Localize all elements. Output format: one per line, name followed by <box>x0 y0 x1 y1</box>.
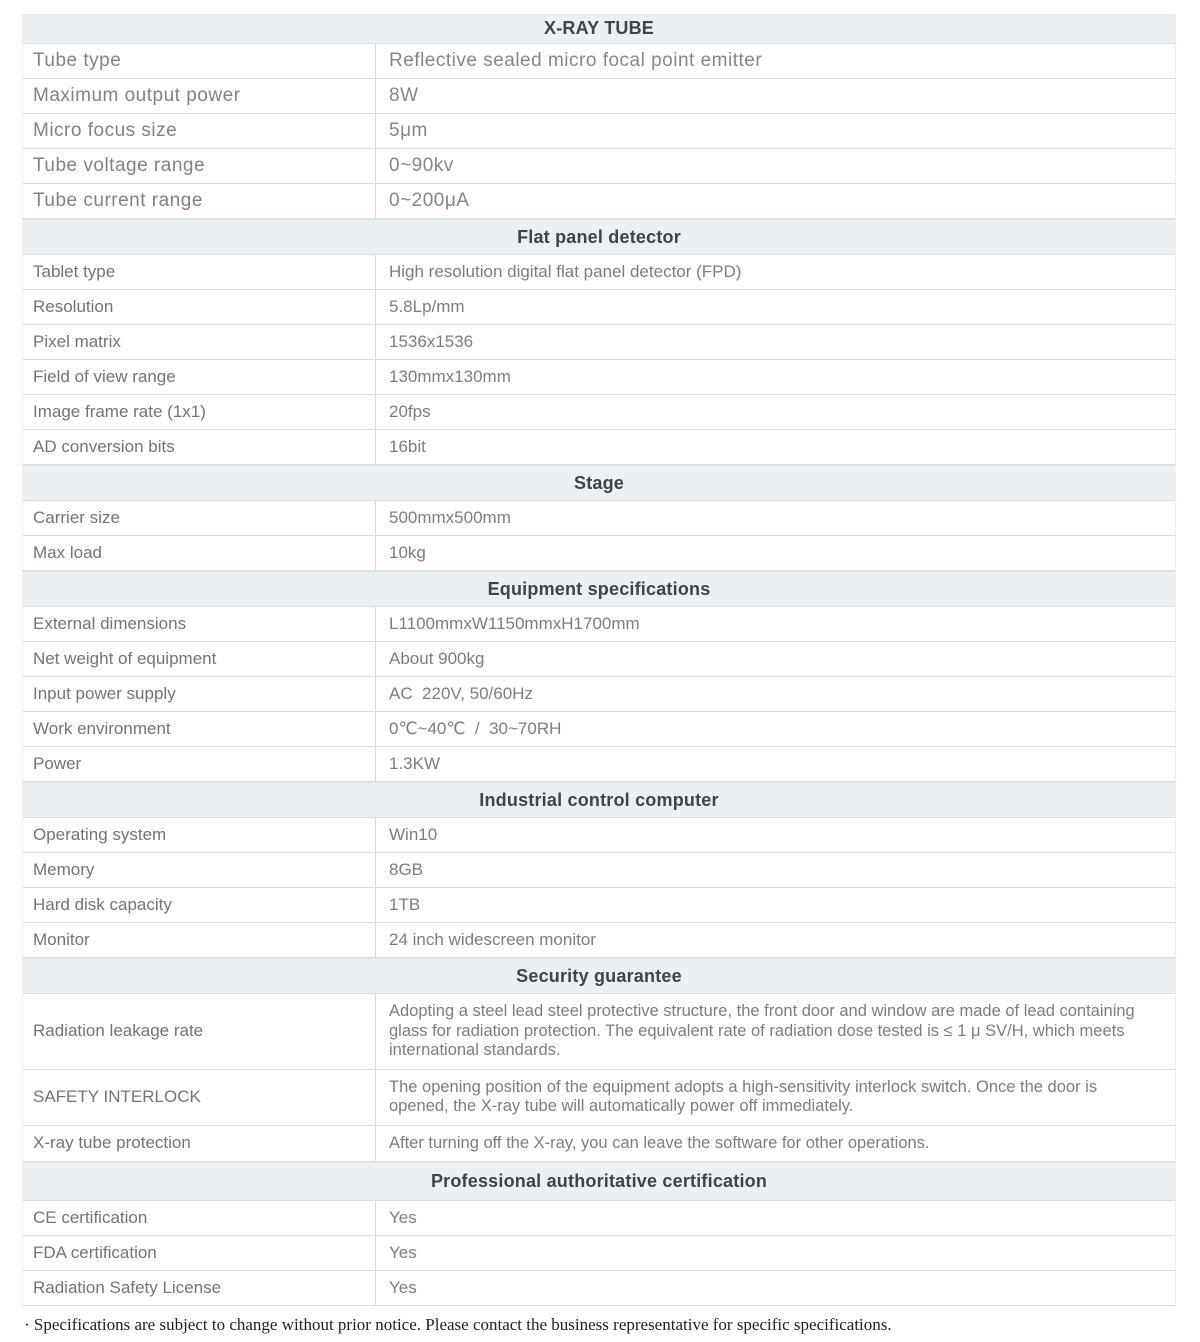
row-value: 0~200μA <box>389 190 470 211</box>
spec-footnote: · Specifications are subject to change without prior notice. Please contact the business representative for specific specifications. <box>24 1315 892 1334</box>
row-label: Tube current range <box>23 184 376 218</box>
table-row <box>23 607 1175 642</box>
row-label: Hard disk capacity <box>23 888 376 922</box>
row-value: Yes <box>389 1208 417 1227</box>
table-row <box>23 1126 1175 1163</box>
row-label: SAFETY INTERLOCK <box>23 1070 376 1125</box>
table-row <box>23 255 1175 290</box>
row-label: X-ray tube protection <box>23 1126 376 1162</box>
section-header-security-guarantee <box>23 958 1175 994</box>
table-row <box>23 325 1175 360</box>
row-value: 1.3KW <box>389 754 441 773</box>
table-row <box>23 994 1175 1070</box>
section-title: Stage <box>573 472 625 493</box>
table-row <box>23 430 1175 465</box>
section-header-industrial-control-computer <box>23 782 1175 818</box>
row-value: 8GB <box>389 860 424 879</box>
row-label: Work environment <box>23 712 376 746</box>
section-industrial-control-computer <box>23 818 1175 958</box>
table-row <box>23 290 1175 325</box>
row-label: CE certification <box>23 1201 376 1235</box>
row-value: 130mmx130mm <box>389 367 511 386</box>
table-row <box>23 536 1175 571</box>
table-row <box>23 818 1175 853</box>
table-row <box>23 395 1175 430</box>
table-row <box>23 1271 1175 1306</box>
table-row <box>23 923 1175 958</box>
table-row <box>23 501 1175 536</box>
row-label: Power <box>23 747 376 781</box>
section-header-equipment-specifications <box>23 571 1175 607</box>
row-label: Operating system <box>23 818 376 852</box>
section-title: Equipment specifications <box>487 578 711 599</box>
row-label: Radiation leakage rate <box>23 994 376 1069</box>
row-value: 5.8Lp/mm <box>389 297 465 316</box>
section-title: Flat panel detector <box>517 226 681 247</box>
table-row <box>23 1070 1175 1126</box>
row-value: AC 220V, 50/60Hz <box>389 684 533 703</box>
section-title: Professional authoritative certification <box>430 1171 768 1191</box>
section-security-guarantee <box>23 994 1175 1162</box>
table-row <box>23 79 1175 114</box>
section-header-x-ray-tube <box>23 14 1175 44</box>
row-label: Micro focus size <box>23 114 376 148</box>
row-label: Max load <box>23 536 376 570</box>
row-label: Tube voltage range <box>23 149 376 183</box>
table-row <box>23 1201 1175 1236</box>
section-x-ray-tube <box>23 44 1175 219</box>
row-value: 1536x1536 <box>389 332 474 351</box>
row-value: 5μm <box>389 120 428 141</box>
row-label: Carrier size <box>23 501 376 535</box>
section-title: X-RAY TUBE <box>543 18 655 38</box>
table-row <box>23 114 1175 149</box>
row-label: Maximum output power <box>23 79 376 113</box>
table-row <box>23 149 1175 184</box>
row-label: Input power supply <box>23 677 376 711</box>
table-row <box>23 44 1175 79</box>
row-value: The opening position of the equipment adopts a high-sensitivity interlock switch. Once the door is opened, the X-ray tube will automatically power off immediately. <box>389 1077 1102 1115</box>
section-title: Industrial control computer <box>479 789 719 810</box>
row-value: 0℃~40℃ / 30~70RH <box>389 719 562 738</box>
section-professional-authoritative-certification <box>23 1201 1175 1306</box>
section-flat-panel-detector <box>23 255 1175 465</box>
section-header-professional-authoritative-certification <box>23 1162 1175 1201</box>
row-value: Win10 <box>389 825 438 844</box>
row-value: Yes <box>389 1243 417 1262</box>
row-value: 24 inch widescreen monitor <box>389 930 596 949</box>
row-value: 0~90kv <box>389 155 454 176</box>
row-value: L1100mmxW1150mmxH1700mm <box>389 614 640 633</box>
row-value: 16bit <box>389 437 426 456</box>
row-value: 1TB <box>389 895 421 914</box>
row-label: Field of view range <box>23 360 376 394</box>
row-value: 500mmx500mm <box>389 508 511 527</box>
row-value: 10kg <box>389 543 426 562</box>
row-label: Tube type <box>23 44 376 78</box>
row-label: AD conversion bits <box>23 430 376 464</box>
row-label: Net weight of equipment <box>23 642 376 676</box>
section-stage <box>23 501 1175 571</box>
row-value: 8W <box>389 85 419 106</box>
row-value: About 900kg <box>389 649 485 668</box>
table-row <box>23 184 1175 219</box>
row-value: 20fps <box>389 402 431 421</box>
row-label: Pixel matrix <box>23 325 376 359</box>
table-row <box>23 1236 1175 1271</box>
table-row <box>23 747 1175 782</box>
spec-table <box>22 14 1176 1306</box>
section-equipment-specifications <box>23 607 1175 782</box>
section-title: Security guarantee <box>516 965 682 986</box>
table-row <box>23 642 1175 677</box>
row-value: Reflective sealed micro focal point emitter <box>389 50 763 71</box>
row-label: External dimensions <box>23 607 376 641</box>
section-header-stage <box>23 465 1175 501</box>
table-row <box>23 888 1175 923</box>
row-label: Tablet type <box>23 255 376 289</box>
section-header-flat-panel-detector <box>23 219 1175 255</box>
table-row <box>23 712 1175 747</box>
row-label: FDA certification <box>23 1236 376 1270</box>
row-label: Memory <box>23 853 376 887</box>
row-label: Image frame rate (1x1) <box>23 395 376 429</box>
table-row <box>23 853 1175 888</box>
table-row <box>23 360 1175 395</box>
row-label: Radiation Safety License <box>23 1271 376 1305</box>
row-value: Yes <box>389 1278 417 1297</box>
row-value: After turning off the X-ray, you can leave the software for other operations. <box>389 1133 930 1152</box>
row-label: Resolution <box>23 290 376 324</box>
table-row <box>23 677 1175 712</box>
row-value: Adopting a steel lead steel protective structure, the front door and window are made of lead containing glass for radiation protection. The equivalent rate of radiation dose tested is ≤ 1 μ SV/H, which meets international standards. <box>389 1002 1140 1059</box>
row-label: Monitor <box>23 923 376 957</box>
row-value: High resolution digital flat panel detector (FPD) <box>389 262 742 281</box>
